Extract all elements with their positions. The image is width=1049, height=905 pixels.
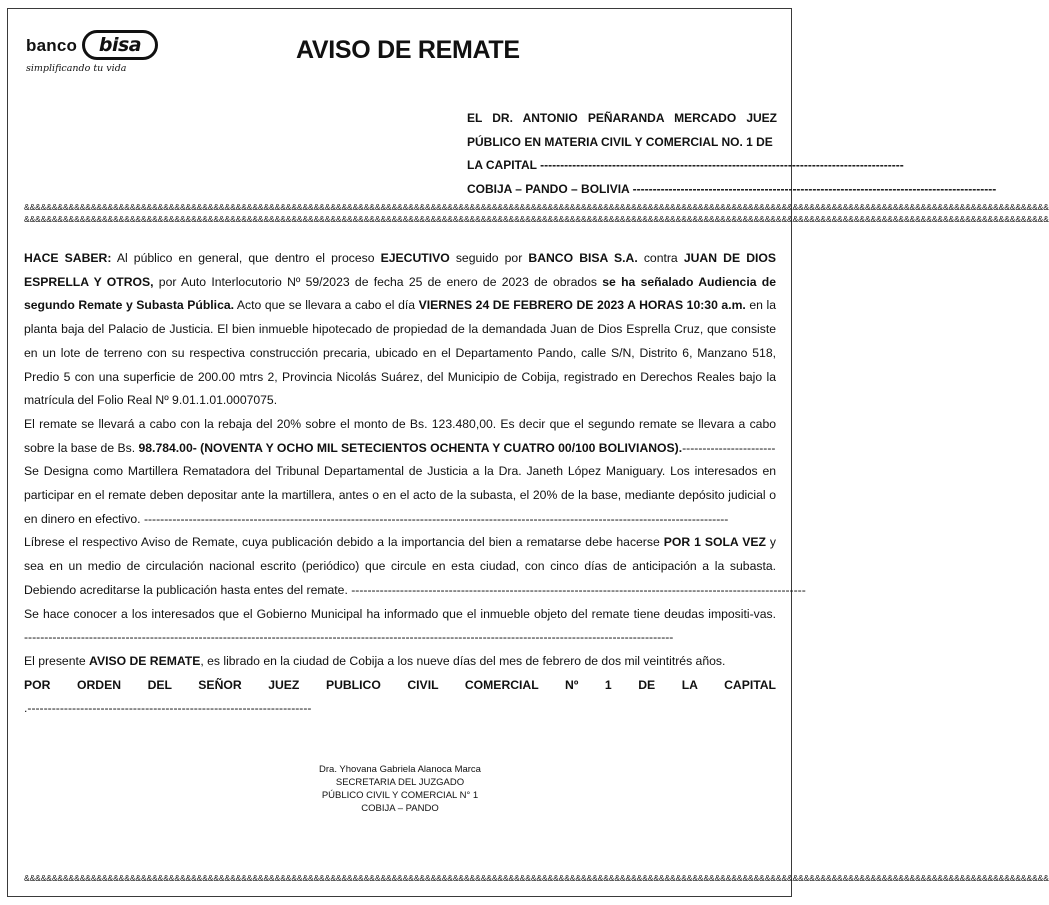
judge-line-3 <box>467 154 904 178</box>
signature-place: COBIJA – PANDO <box>361 803 439 814</box>
separator-line-1: &&&&&&&&&&&&&&&&&&&&&&&&&&&&&&&&&&&&&&&&&&&&&&&&&&&&&&&&&&&&&&&&&&&&&&&&&&&&&&&&&&&&&&&&&&&&&&&&&&&&&&&&&&&&&&&&&&&&&&&&&&&&&&&&&&&&&&&&&&&&&&&&&&&&&&&&&&&&&&&&&&&&&&&&&&&&&&&&&&&&&&&& <box>24 202 1049 212</box>
p3-dashes: ------------------------------------------------------------------------------------------------------------------------------------------------ <box>143 511 729 526</box>
separator-line-bottom: &&&&&&&&&&&&&&&&&&&&&&&&&&&&&&&&&&&&&&&&&&&&&&&&&&&&&&&&&&&&&&&&&&&&&&&&&&&&&&&&&&&&&&&&&&&&&&&&&&&&&&&&&&&&&&&&&&&&&&&&&&&&&&&&&&&&&&&&&&&&&&&&&&&&&&&&&&&&&&&&&&&&&&&&&&&&&&&&&&&&&&&& <box>24 873 1049 883</box>
logo-tagline: simplificando tu vida <box>26 63 127 74</box>
judge-heading <box>467 107 997 201</box>
hace-saber-label: HACE SABER: <box>24 251 112 265</box>
logo-word: banco <box>26 36 78 55</box>
page-title: AVISO DE REMATE <box>296 36 520 64</box>
signature-role: SECRETARIA DEL JUZGADO <box>335 777 465 788</box>
p3-text-a: Se Designa como Martillera Rematadora del Tribunal Departamental de Justicia a la Dra. Janeth López Maniguary. Los interesados en participar en el remate deben depositar ante la martillera, antes o en el acto de la subasta, el 20% de la base, mediante depósito judicial o en dinero en efectivo. <box>24 464 776 526</box>
p6-text-a: El presente <box>24 653 90 668</box>
separator-line-2: &&&&&&&&&&&&&&&&&&&&&&&&&&&&&&&&&&&&&&&&&&&&&&&&&&&&&&&&&&&&&&&&&&&&&&&&&&&&&&&&&&&&&&&&&&&&&&&&&&&&&&&&&&&&&&&&&&&&&&&&&&&&&&&&&&&&&&&&&&&&&&&&&&&&&&&&&&&&&&&&&&&&&&&&&&&&&&&&&&&&&&&& <box>24 214 1049 224</box>
paragraph-martillera <box>24 460 776 531</box>
logo-brand: bisa <box>98 34 142 56</box>
judge-line-3-text: LA CAPITAL <box>467 158 537 172</box>
paragraph-por-orden <box>24 674 776 721</box>
notice-body <box>24 247 806 721</box>
judge-line-4 <box>467 178 997 202</box>
paragraph-deudas <box>24 603 776 650</box>
paragraph-hace-saber <box>24 247 776 413</box>
p1-text-j: Acto que se llevara a cabo el día <box>234 298 419 313</box>
p1-text-d: seguido por <box>449 251 529 265</box>
paragraph-rebaja <box>24 413 776 460</box>
p1-text-b: Al público en general, que dentro el proceso <box>111 251 381 265</box>
p5-dashes: ---------------------------------------------------------------------------------------------------------------------------------------------------------------- <box>24 630 674 645</box>
judge-line-1: EL DR. ANTONIO PEÑARANDA MERCADO JUEZ <box>467 111 777 125</box>
banco-bisa-logo <box>24 30 144 78</box>
p4-dashes: ---------------------------------------------------------------------------------------------------------------- <box>351 582 806 597</box>
paragraph-publicacion <box>24 531 806 602</box>
judge-line-2: PÚBLICO EN MATERIA CIVIL Y COMERCIAL NO. 1 DE <box>467 134 773 149</box>
p2-bold-b: 98.784.00- (NOVENTA Y OCHO MIL SETECIENTOS OCHENTA Y CUATRO 00/100 BOLIVIANOS). <box>138 440 683 455</box>
p6-bold-b: AVISO DE REMATE <box>89 653 201 668</box>
signature-block <box>230 763 570 815</box>
p7-bold-a: POR ORDEN DEL SEÑOR JUEZ PUBLICO CIVIL COMERCIAL Nº 1 DE LA CAPITAL <box>24 677 776 692</box>
p5-text-a: Se hace conocer a los interesados que el Gobierno Municipal ha informado que el inmueble objeto del remate tiene deudas impositi-vas. <box>24 606 776 621</box>
p7-dashes: .---------------------------------------------------------------------- <box>24 701 312 716</box>
judge-line-4-dashes: ------------------------------------------------------------------------------------------- <box>632 181 997 196</box>
p1-bold-k: VIERNES 24 DE FEBRERO DE 2023 A HORAS 10:30 a.m. <box>418 298 746 313</box>
judge-line-3-dashes: ------------------------------------------------------------------------------------------- <box>540 158 904 172</box>
paragraph-presente <box>24 650 776 674</box>
p4-text-a: Líbrese el respectivo Aviso de Remate, cuya publicación debido a la importancia del bien a rematarse debe hacerse <box>24 535 664 550</box>
p6-text-c: , es librado en la ciudad de Cobija a los nueve días del mes de febrero de dos mil veintitrés años. <box>200 653 726 668</box>
p1-text-l: en la planta baja del Palacio de Justicia. El bien inmueble hipotecado de propiedad de la demandada Juan de Dios Esprella Cruz, que consiste en un lote de terreno con su respectiva construcción precaria, ubicado en el Departamento Pando, calle S/N, Distrito 6, Manzano 518, Predio 5 con una superficie de 200.00 mtrs 2, Provincia Nicolás Suárez, del Municipio de Cobija, registrado en Derechos Reales bajo la matrícula del Folio Real Nº 9.01.1.01.0007075. <box>24 298 776 408</box>
signature-name: Dra. Yhovana Gabriela Alanoca Marca <box>319 764 481 775</box>
p1-bold-g: JUAN DE DIOS ESPRELLA Y OTROS, <box>24 251 777 289</box>
signature-court: PÚBLICO CIVIL Y COMERCIAL N° 1 <box>321 790 479 801</box>
logo-brand-pill <box>82 30 158 60</box>
p1-text-f: contra <box>637 251 684 265</box>
p1-bold-c: EJECUTIVO <box>380 251 450 265</box>
p4-text-c: y sea en un medio de circulación nacional escrito (periódico) que circule en esta ciudad, con cinco días de anticipación a la subasta. Debiendo acreditarse la publicación hasta entes del remate. <box>24 535 777 597</box>
p1-bold-e: BANCO BISA S.A. <box>528 251 638 265</box>
judge-line-4-text: COBIJA – PANDO – BOLIVIA <box>467 181 630 196</box>
p1-text-h: por Auto Interlocutorio Nº 59/2023 de fecha 25 de enero de 2023 de obrados <box>153 274 603 289</box>
p2-text-a: El remate se llevará a cabo con la rebaja del 20% sobre el monto de Bs. 123.480,00. Es decir que el segundo remate se llevara a cabo sobre la base de Bs. <box>24 416 776 455</box>
p1-bold-i: se ha señalado Audiencia de segundo Remate y Subasta Pública. <box>24 274 776 313</box>
p2-dashes: ----------------------- <box>682 440 776 455</box>
p4-bold-b: POR 1 SOLA VEZ <box>663 535 766 550</box>
